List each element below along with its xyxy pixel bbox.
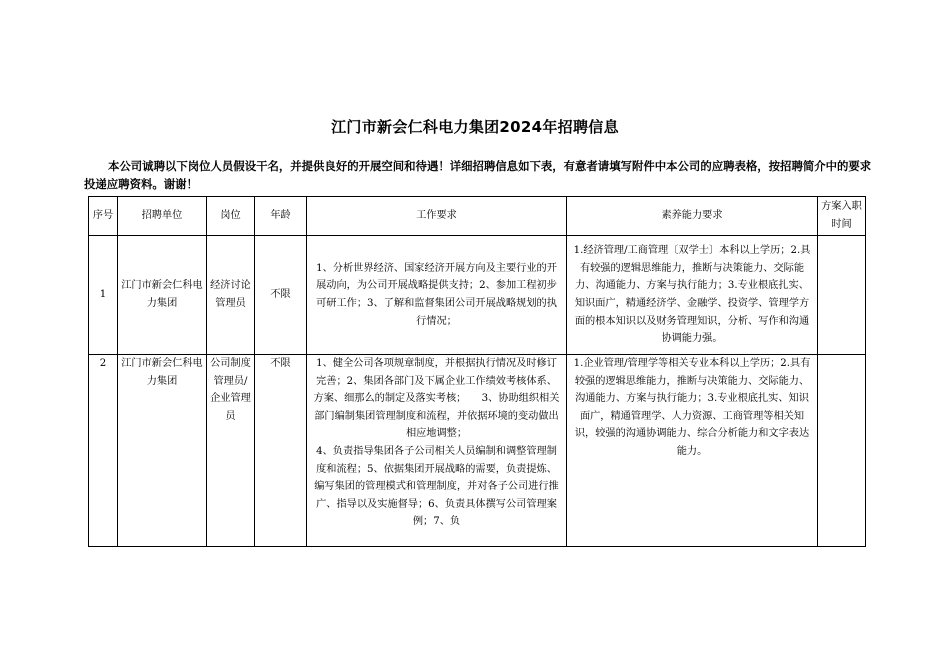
cell-age: 不限 <box>255 236 307 355</box>
table-row <box>89 236 866 355</box>
header-no: 序号 <box>89 197 118 236</box>
header-ability-requirements: 素养能力要求 <box>567 197 818 236</box>
cell-ability-requirements: 1.企业管理/管理学等相关专业本科以上学历；2.具有较强的逻辑思维能力，推断与决策能力、交际能力、沟通能力、方案与执行能力；3.专业根底扎实、知识面广，精通管理学、人力资源、工商管理等相关知识，较强的沟通协调能力、综合分析能力和文字表达能力。 <box>567 355 818 547</box>
cell-unit: 江门市新会仁科电力集团 <box>118 355 207 547</box>
cell-start-date <box>818 236 866 355</box>
header-job-requirements: 工作要求 <box>307 197 567 236</box>
table-header-row <box>89 197 866 236</box>
cell-no: 1 <box>89 236 118 355</box>
recruitment-table <box>88 196 866 547</box>
cell-position: 经济讨论管理员 <box>207 236 255 355</box>
cell-age: 不限 <box>255 355 307 547</box>
header-start-date: 方案入职时间 <box>818 197 866 236</box>
cell-job-requirements: 1、健全公司各项规章制度，并根据执行情况及时修订完善；2、集团各部门及下属企业工作绩效考核体系、方案、细那么的制定及落实考核； 3、协助组织相关部门编制集团管理制度和流程，并依据环境的变动做出相应地调整； 4、负责指导集团各子公司相关人员编制和调整管理制度和流程；5、依据集团开展战略的需要，负责提炼、编写集团的管理模式和管理制度，并对各子公司进行推广、指导以及实施督导；6、负责具体撰写公司管理案例；7、负 <box>307 355 567 547</box>
header-position: 岗位 <box>207 197 255 236</box>
cell-unit: 江门市新会仁科电力集团 <box>118 236 207 355</box>
cell-no: 2 <box>89 355 118 547</box>
cell-start-date <box>818 355 866 547</box>
cell-ability-requirements: 1.经济管理/工商管理〔双学士〕本科以上学历；2.具有较强的逻辑思维能力，推断与决策能力、交际能力、沟通能力、方案与执行能力；3.专业根底扎实、知识面广，精通经济学、金融学、投资学、管理学方面的根本知识以及财务管理知识，分析、写作和沟通协调能力强。 <box>567 236 818 355</box>
cell-job-requirements: 1、分析世界经济、国家经济开展方向及主要行业的开展动向，为公司开展战略提供支持；2、参加工程初步可研工作；3、了解和监督集团公司开展战略规划的执行情况； <box>307 236 567 355</box>
header-age: 年龄 <box>255 197 307 236</box>
table-row <box>89 355 866 547</box>
header-unit: 招聘单位 <box>118 197 207 236</box>
cell-position: 公司制度管理员/企业管理员 <box>207 355 255 547</box>
document-title: 江门市新会仁科电力集团2024年招聘信息 <box>331 118 619 136</box>
intro-paragraph: 本公司诚聘以下岗位人员假设干名，并提供良好的开展空间和待遇！详细招聘信息如下表，有意者请填写附件中本公司的应聘表格，按招聘简介中的要求投递应聘资料。谢谢！ <box>84 159 872 191</box>
